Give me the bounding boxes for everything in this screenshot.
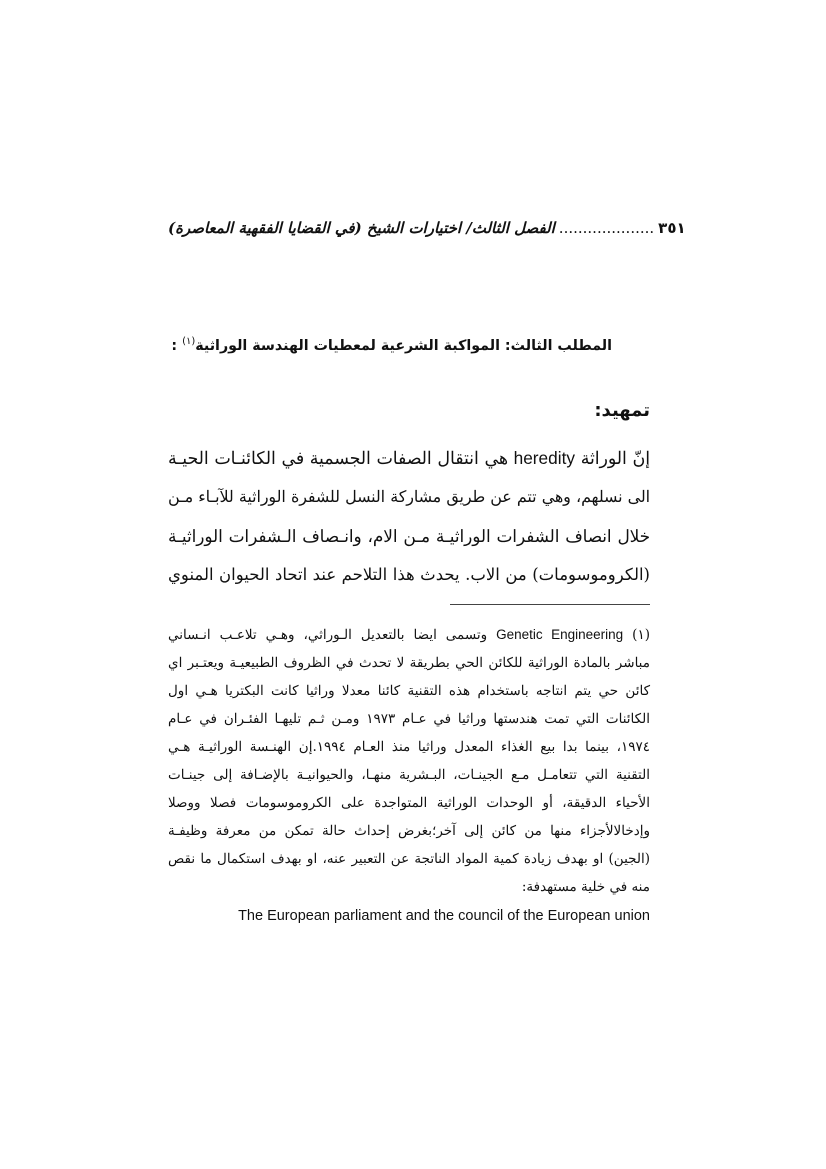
- footnote-line-1-rest: وتسمى ايضا بالتعديل الـوراثي، وهـي تلاعـب انـساني: [168, 627, 497, 643]
- footnote-line-10: منه في خلية مستهدفة:: [521, 879, 650, 895]
- footnote-line-8: وإدخالالأجزاء منها من كائن إلى آخر؛بغرض إحداث حالة تمكن من معرفة وظيفـة: [168, 823, 650, 839]
- section-title: [168, 336, 612, 354]
- section-title-colon: :: [171, 337, 178, 354]
- running-header-title: الفصل الثالث/ اختيارات الشيخ (في القضايا الفقهية المعاصرة): [168, 219, 555, 237]
- body-line-3: خلال انصاف الشفرات الوراثيـة مـن الام، وانـصاف الـشفرات الوراثيـة: [168, 526, 650, 546]
- footnote-latin-term: Genetic Engineering: [496, 627, 624, 642]
- footnote-line-6: التقنية التي تتعامـل مـع الجينـات، البـشرية منهـا، والحيوانيـة بالإضـافة إلى جينـات: [168, 767, 650, 783]
- footnote-line-5: ١٩٧٤، بينما بدا بيع الغذاء المعدل وراثيا منذ العـام ١٩٩٤.إن الهنـسة الوراثيـة هـي: [168, 739, 650, 755]
- body-line-1: [168, 448, 650, 469]
- section-title-text: المطلب الثالث: المواكبة الشرعية لمعطيات الهندسة الوراثية: [195, 337, 612, 354]
- footnote-marker: (١): [632, 627, 650, 643]
- footnote-separator: [450, 604, 650, 605]
- page-number: ٣٥١: [658, 219, 686, 237]
- footnote-line-3: كائن حي يتم انتاجه باستخدام هذه التقنية كائنا معدلا وراثيا كانت البكتريا هـي اول: [168, 683, 650, 699]
- footnote-line-9: (الجين) او بهدف زيادة كمية المواد الناتجة عن التعبير عنه، او بهدف استكمال ما نقص: [168, 851, 650, 867]
- body-line-4: (الكروموسومات) من الاب. يحدث هذا التلاحم عند اتحاد الحيوان المنوي: [168, 565, 650, 584]
- footnote-line-7: الأحياء الدقيقة، أو الوحدات الوراثية المتواجدة على الكروموسومات فصلا ووصلا: [168, 795, 650, 811]
- body-latin-term: heredity: [513, 448, 575, 468]
- running-header: [168, 212, 686, 244]
- body-line-1-end: هي انتقال الصفات الجسمية في الكائنـات الحيـة: [168, 449, 514, 469]
- footnote-line-2: مباشر بالمادة الوراثية للكائن الحي بطريقة لا تحدث في الظروف الطبيعيـة ويعتـبر اي: [168, 655, 650, 671]
- running-header-dots: ....................: [558, 219, 655, 237]
- footnote-line-1: [168, 627, 650, 643]
- body-line-2: الى نسلهم، وهي تتم عن طريق مشاركة النسل للشفرة الوراثية للآبـاء مـن: [168, 487, 650, 506]
- preface-heading: تمهيد:: [594, 400, 650, 421]
- footnote-reference: (١): [182, 336, 196, 347]
- body-line-1-start: إنّ الوراثة: [575, 449, 650, 469]
- footnote-english-source: The European parliament and the council of the European union: [238, 908, 650, 924]
- footnote-line-4: الكائنات التي تمت هندستها وراثيا في عـام ١٩٧٣ ومـن ثـم تليهـا الفئـران في عـام: [168, 711, 650, 727]
